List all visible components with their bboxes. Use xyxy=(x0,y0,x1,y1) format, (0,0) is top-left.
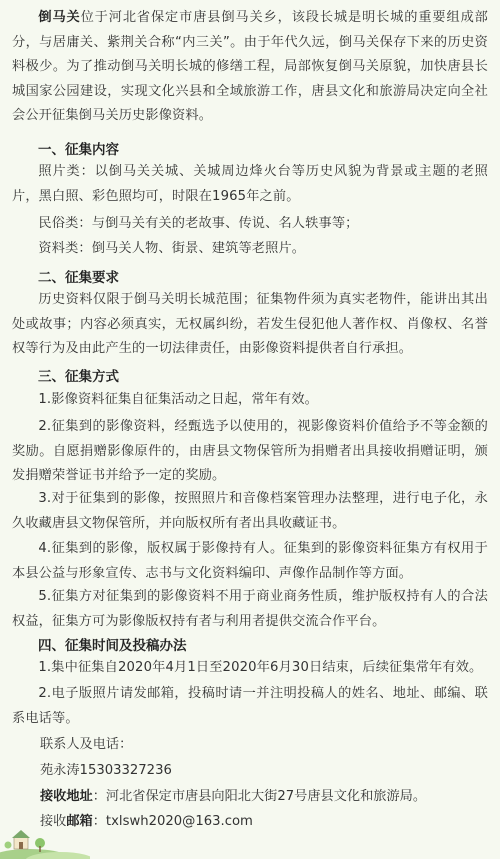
content-item-folk: 民俗类：与倒马关有关的老故事、传说、名人轶事等； xyxy=(38,216,359,231)
address-label: 接收地址 xyxy=(40,789,93,804)
email-label: 邮箱 xyxy=(66,814,93,829)
contact-person: 苑永涛15303327236 xyxy=(40,763,172,778)
method-item-2: 2.征集到的影像资料，经甄选予以使用的，视影像资料价值给予不等金额的奖励。自愿捐赠影像原件的，由唐县文物保管所为捐赠者出具接收捐赠证明，颁发捐赠荣誉证书并给予一定的奖励。 xyxy=(12,419,488,483)
method-item-4: 4.征集到的影像，版权属于影像持有人。征集到的影像资料征集方有权用于本县公益与形象宣传、志书与文化资料编印、声像作品制作等方面。 xyxy=(12,541,488,581)
contact-address xyxy=(40,785,426,809)
section-heading-4: 四、征集时间及投稿办法 xyxy=(38,638,187,654)
method-item-3: 3.对于征集到的影像，按照照片和音像档案管理办法整理，进行电子化，永久收藏唐县文物保管所，并向版权所有者出具收藏证书。 xyxy=(12,491,488,531)
contact-label: 联系人及电话： xyxy=(40,737,133,752)
intro-paragraph xyxy=(0,6,500,129)
section-heading-1: 一、征集内容 xyxy=(38,142,119,158)
intro-text: 位于河北省保定市唐县倒马关乡，该段长城是明长城的重要组成部分，与居庸关、紫荆关合称“内三关”。由于年代久远，倒马关保存下来的历史资料极少。为了推动倒马关明长城的修缮工程，局部恢复倒马关原貌，加快唐县长城国家公园建设，实现文化兴县和全域旅游工作，唐县文化和旅游局决定向全社会公开征集倒马关历史影像资料。 xyxy=(12,10,488,123)
email-address: ：txlswh2020@163.com xyxy=(92,814,253,829)
address-text: ：河北省保定市唐县向阳北大街27号唐县文化和旅游局。 xyxy=(92,789,427,804)
method-item-1: 1.影像资料征集自征集活动之日起，常年有效。 xyxy=(38,392,319,407)
time-item-2: 2.电子版照片请发邮箱，投稿时请一并注明投稿人的姓名、地址、邮编、联系电话等。 xyxy=(12,686,488,726)
content-item-photo: 照片类：以倒马关关城、关城周边烽火台等历史风貌为背景或主题的老照片，黑白照、彩色照均可，时限在1965年之前。 xyxy=(12,164,488,204)
requirements-paragraph: 历史资料仅限于倒马关明长城范围；征集物件须为真实老物件，能讲出其出处或故事；内容必须真实，无权属纠纷，若发生侵犯他人著作权、肖像权、名誉权等行为及由此产生的一切法律责任，由影像资料提供者自行承担。 xyxy=(12,292,488,356)
method-item-5: 5.征集方对征集到的影像资料不用于商业商务性质，维护版权持有人的合法权益，征集方可为影像版权持有者与利用者提供交流合作平台。 xyxy=(12,589,488,629)
section-heading-2: 二、征集要求 xyxy=(38,270,119,286)
section-heading-3: 三、征集方式 xyxy=(38,369,119,385)
content-item-data: 资料类：倒马关人物、街景、建筑等老照片。 xyxy=(38,241,306,256)
intro-title: 倒马关 xyxy=(38,10,81,25)
email-label-pre: 接收 xyxy=(40,814,67,829)
time-item-1: 1.集中征集自2020年4月1日至2020年6月30日结束，后续征集常年有效。 xyxy=(38,660,483,675)
landscape-decoration-icon xyxy=(0,819,90,859)
